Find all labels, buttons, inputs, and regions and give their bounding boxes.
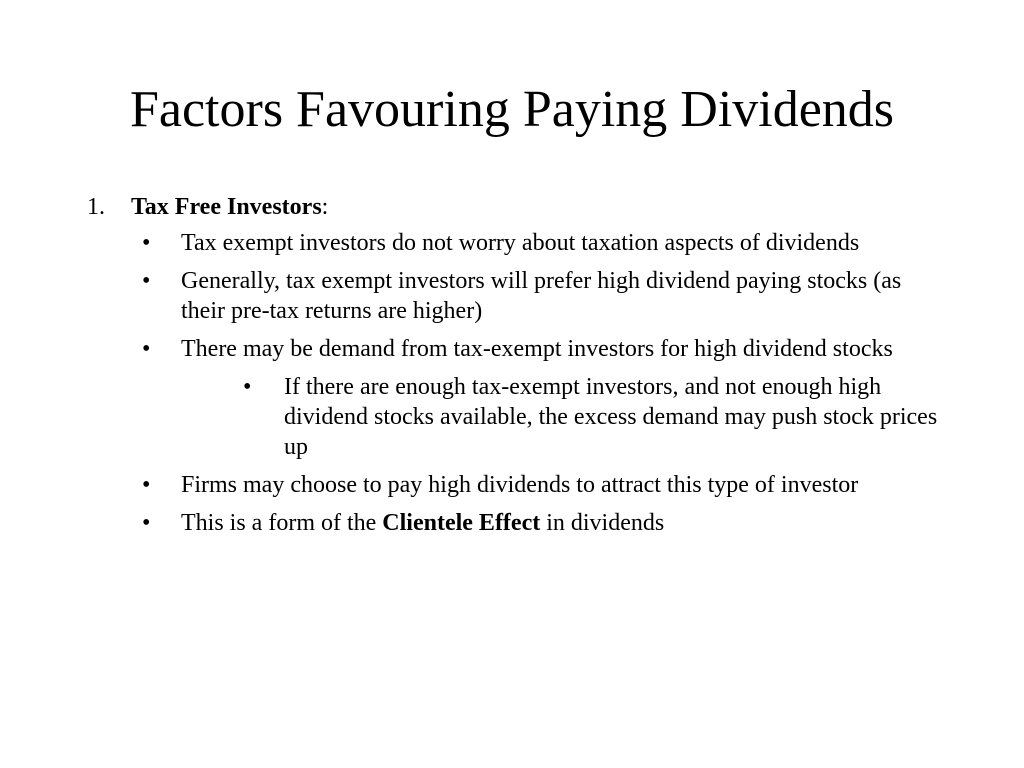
bullet-text: Tax exempt investors do not worry about taxation aspects of dividends <box>181 230 860 256</box>
heading-label: Tax Free Investors <box>131 194 322 220</box>
bullet-marker: • <box>142 472 151 498</box>
bullet-marker: • <box>142 336 151 362</box>
bullet-item <box>0 470 1024 500</box>
bullet-text: Firms may choose to pay high dividends to attract this type of investor <box>181 472 859 498</box>
bullet-marker: • <box>142 510 151 536</box>
bullet-text <box>181 508 941 538</box>
bullet-item-clientele <box>0 508 1024 538</box>
bullet-marker: • <box>142 230 151 256</box>
slide-body <box>0 192 1024 538</box>
sub-bullet-text: If there are enough tax-exempt investors, and not enough high dividend stocks available, the excess demand may push stock prices up <box>284 374 938 460</box>
sub-bullet-marker: • <box>243 374 252 400</box>
heading-text <box>131 192 991 222</box>
bullet-marker: • <box>142 268 151 294</box>
heading-suffix: : <box>321 194 329 220</box>
clientele-effect-term: Clientele Effect <box>382 510 541 536</box>
bullet-item <box>0 334 1024 364</box>
sub-bullet-item <box>0 372 1024 462</box>
bullet-prefix: This is a form of the <box>181 510 383 536</box>
slide-title: Factors Favouring Paying Dividends <box>129 81 895 138</box>
bullet-text: Generally, tax exempt investors will prefer high dividend paying stocks (as their pre-tax returns are higher) <box>181 268 902 324</box>
numbered-heading <box>0 192 1024 222</box>
bullet-item <box>0 228 1024 258</box>
list-number: 1. <box>87 194 105 220</box>
bullet-suffix: in dividends <box>540 510 665 536</box>
bullet-item <box>0 266 1024 326</box>
bullet-text: There may be demand from tax-exempt investors for high dividend stocks <box>181 336 893 362</box>
